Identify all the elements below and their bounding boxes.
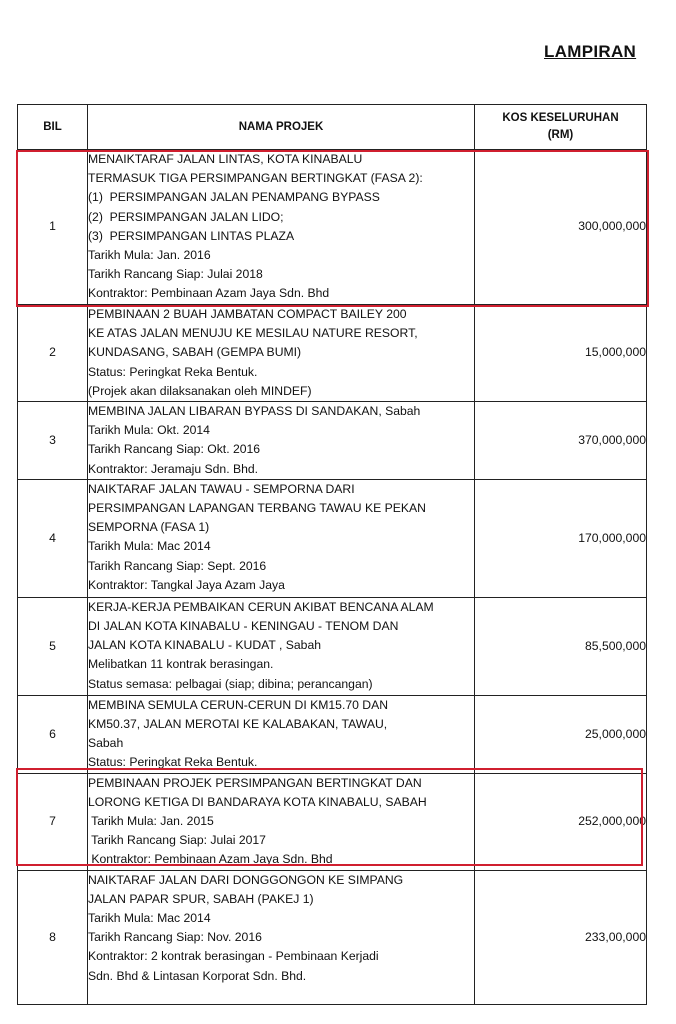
row-nama-projek — [88, 870, 475, 1004]
table-row — [18, 305, 647, 402]
row-kos: 233,00,000 — [475, 870, 647, 1004]
project-detail-line: Kontraktor: Jeramaju Sdn. Bhd. — [88, 461, 259, 476]
row-bil: 6 — [18, 695, 88, 773]
project-detail-line: Tarikh Mula: Mac 2014 — [88, 911, 211, 926]
project-detail-line: MENAIKTARAF JALAN LINTAS, KOTA KINABALU — [88, 152, 363, 166]
row-bil: 2 — [18, 305, 88, 402]
project-detail-line: JALAN PAPAR SPUR, SABAH (PAKEJ 1) — [88, 891, 314, 906]
project-detail-line: PERSIMPANGAN LAPANGAN TERBANG TAWAU KE PEKAN — [88, 501, 426, 516]
row-kos: 15,000,000 — [475, 305, 647, 402]
row-bil: 7 — [18, 773, 88, 870]
row-kos: 300,000,000 — [475, 150, 647, 305]
table-row — [18, 597, 647, 695]
project-detail-line: LORONG KETIGA DI BANDARAYA KOTA KINABALU, SABAH — [88, 794, 427, 809]
table-row — [18, 402, 647, 480]
row-bil: 1 — [18, 150, 88, 305]
row-kos: 370,000,000 — [475, 402, 647, 480]
project-detail-line: MEMBINA JALAN LIBARAN BYPASS DI SANDAKAN, Sabah — [88, 404, 421, 419]
project-detail-line: Sabah — [88, 736, 124, 751]
project-detail-line: Melibatkan 11 kontrak berasingan. — [88, 657, 274, 672]
table-row — [18, 870, 647, 1004]
project-detail-line: KE ATAS JALAN MENUJU KE MESILAU NATURE RESORT, — [88, 326, 418, 341]
row-nama-projek — [88, 597, 475, 695]
row-bil: 3 — [18, 402, 88, 480]
project-detail-line: Tarikh Rancang Siap: Sept. 2016 — [88, 558, 267, 573]
row-kos: 252,000,000 — [475, 773, 647, 870]
project-detail-line: KUNDASANG, SABAH (GEMPA BUMI) — [88, 345, 302, 360]
row-kos: 85,500,000 — [475, 597, 647, 695]
project-detail-line: MEMBINA SEMULA CERUN-CERUN DI KM15.70 DAN — [88, 697, 389, 712]
project-detail-line: PEMBINAAN 2 BUAH JAMBATAN COMPACT BAILEY 200 — [88, 307, 407, 321]
row-kos: 170,000,000 — [475, 479, 647, 597]
project-detail-line: Status: Peringkat Reka Bentuk. — [88, 755, 258, 770]
project-detail-line: (3) PERSIMPANGAN LINTAS PLAZA — [88, 228, 295, 243]
project-detail-line: Tarikh Rancang Siap: Nov. 2016 — [88, 930, 262, 945]
header-nama-projek: NAMA PROJEK — [88, 105, 475, 150]
project-detail-line: Tarikh Mula: Okt. 2014 — [88, 423, 210, 438]
table-header-row — [18, 105, 647, 150]
project-detail-line: Tarikh Rancang Siap: Julai 2017 — [88, 833, 266, 848]
row-nama-projek — [88, 479, 475, 597]
row-bil: 5 — [18, 597, 88, 695]
table-row — [18, 479, 647, 597]
project-detail-line: Tarikh Mula: Mac 2014 — [88, 539, 211, 554]
project-detail-line: (1) PERSIMPANGAN JALAN PENAMPANG BYPASS — [88, 190, 380, 205]
header-bil: BIL — [18, 105, 88, 150]
row-bil: 8 — [18, 870, 88, 1004]
row-nama-projek — [88, 305, 475, 402]
header-kos — [475, 105, 647, 150]
project-detail-line: TERMASUK TIGA PERSIMPANGAN BERTINGKAT (FASA 2): — [88, 171, 423, 186]
header-kos-line1: KOS KESELURUHAN — [502, 112, 619, 124]
row-bil: 4 — [18, 479, 88, 597]
project-detail-line: KERJA-KERJA PEMBAIKAN CERUN AKIBAT BENCANA ALAM — [88, 599, 434, 614]
project-detail-line: (Projek akan dilaksanakan oleh MINDEF) — [88, 383, 312, 398]
project-detail-line: NAIKTARAF JALAN TAWAU - SEMPORNA DARI — [88, 481, 355, 496]
project-detail-line: (2) PERSIMPANGAN JALAN LIDO; — [88, 209, 284, 224]
table-row — [18, 773, 647, 870]
project-detail-line: Sdn. Bhd & Lintasan Korporat Sdn. Bhd. — [88, 968, 307, 983]
header-kos-line2: (RM) — [547, 129, 574, 141]
project-detail-line: Status: Peringkat Reka Bentuk. — [88, 364, 258, 379]
table-row — [18, 695, 647, 773]
project-detail-line: PEMBINAAN PROJEK PERSIMPANGAN BERTINGKAT DAN — [88, 775, 422, 790]
project-detail-line: KM50.37, JALAN MEROTAI KE KALABAKAN, TAWAU, — [88, 717, 388, 732]
project-detail-line: Kontraktor: 2 kontrak berasingan - Pembinaan Kerjadi — [88, 949, 379, 964]
project-detail-line: Kontraktor: Tangkal Jaya Azam Jaya — [88, 577, 285, 592]
project-detail-line: Kontraktor: Pembinaan Azam Jaya Sdn. Bhd — [88, 852, 333, 867]
project-detail-line: SEMPORNA (FASA 1) — [88, 520, 210, 535]
project-detail-line: NAIKTARAF JALAN DARI DONGGONGON KE SIMPANG — [88, 872, 404, 887]
row-nama-projek — [88, 402, 475, 480]
project-table — [17, 104, 647, 1005]
project-detail-line: Tarikh Rancang Siap: Okt. 2016 — [88, 442, 261, 457]
row-nama-projek — [88, 695, 475, 773]
row-nama-projek — [88, 773, 475, 870]
project-detail-line: JALAN KOTA KINABALU - KUDAT , Sabah — [88, 638, 321, 653]
project-detail-line: Tarikh Mula: Jan. 2016 — [88, 248, 211, 263]
row-kos: 25,000,000 — [475, 695, 647, 773]
table-row — [18, 150, 647, 305]
project-detail-line: Status semasa: pelbagai (siap; dibina; perancangan) — [88, 676, 373, 691]
project-detail-line: DI JALAN KOTA KINABALU - KENINGAU - TENOM DAN — [88, 619, 399, 634]
row-nama-projek — [88, 150, 475, 305]
project-detail-line: Tarikh Rancang Siap: Julai 2018 — [88, 267, 263, 282]
project-detail-line: Tarikh Mula: Jan. 2015 — [88, 814, 214, 829]
project-detail-line: Kontraktor: Pembinaan Azam Jaya Sdn. Bhd — [88, 286, 330, 301]
page-title: LAMPIRAN — [544, 42, 637, 61]
